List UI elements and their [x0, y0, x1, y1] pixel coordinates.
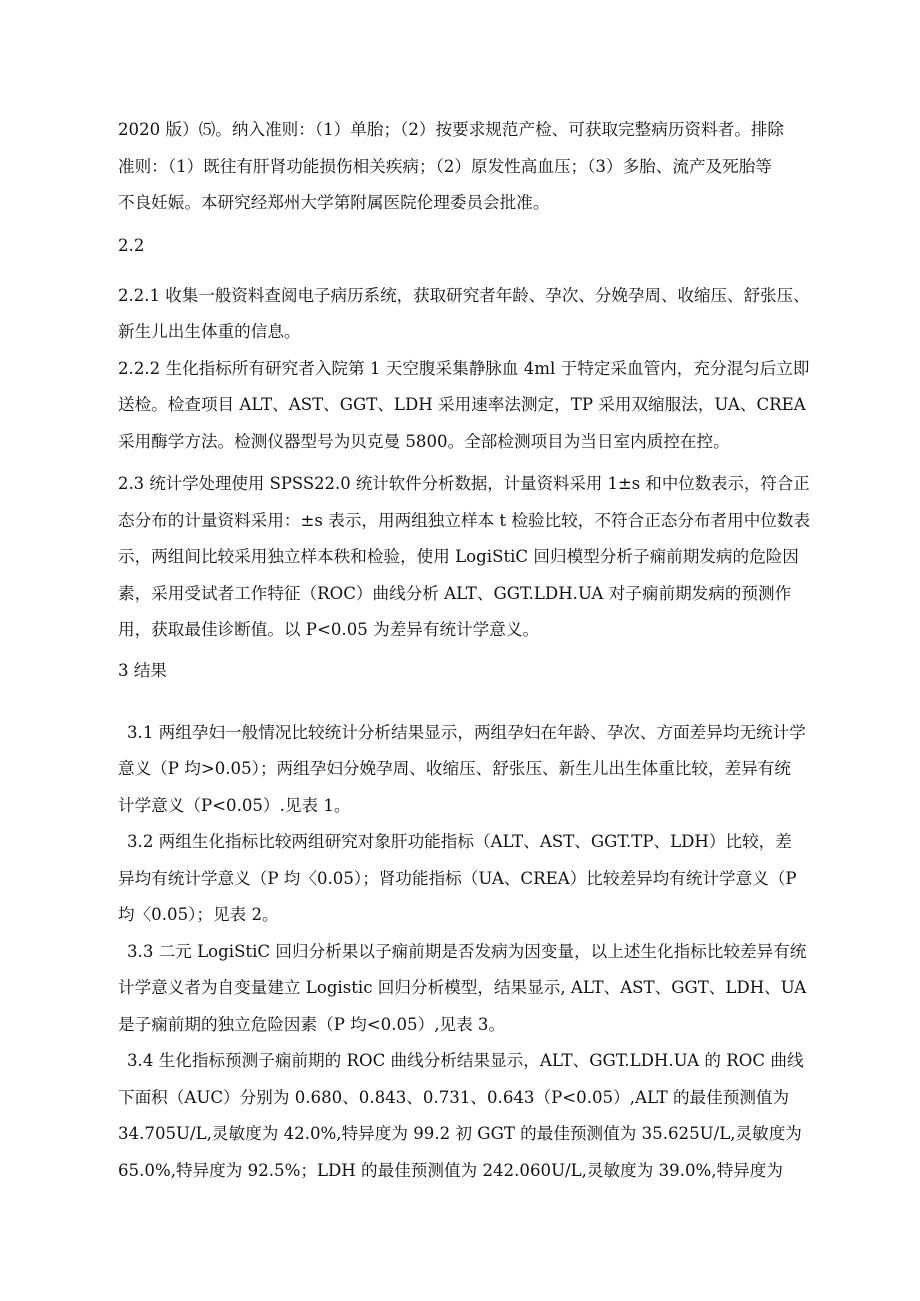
text-line: 采用酶学方法。检测仪器型号为贝克曼 5800。全部检测项目为当日室内质控在控。	[118, 431, 730, 451]
text-line: 准则：（1）既往有肝肾功能损伤相关疾病；（2）原发性高血压；（3）多胎、流产及死胎等	[118, 156, 772, 176]
text-line: 34.705U/L,灵敏度为 42.0%,特异度为 99.2 初 GGT 的最佳预测值为 35.625U/L,灵敏度为	[118, 1124, 802, 1143]
text-line: 3.3 二元 LogiStiC 回归分析果以子痫前期是否发病为因变量，以上述生化指标比较差异有统	[127, 941, 807, 961]
text-line: 是子痫前期的独立危险因素（P 均<0.05）,见表 3。	[118, 1014, 506, 1034]
text-line: 送检。检查项目 ALT、AST、GGT、LDH 采用速率法测定，TP 采用双缩服法，UA、CREA	[118, 395, 806, 414]
paragraph-inclusion-criteria	[118, 112, 810, 222]
text-line: 计学意义者为自变量建立 Logistic 回归分析模型，结果显示, ALT、AST、GGT、LDH、UA	[118, 978, 807, 997]
text-line: 不良妊娠。本研究经郑州大学第附属医院伦理委员会批准。	[118, 193, 550, 212]
section-heading-2-2: 2.2	[118, 235, 145, 255]
section-heading-3: 3 结果	[118, 660, 168, 680]
paragraph-3-1	[118, 715, 810, 825]
text-line: 新生儿出生体重的信息。	[118, 322, 301, 341]
text-line: 示，两组间比较采用独立样本秩和检验，使用 LogiStiC 回归模型分析子痫前期发病的危险因	[118, 547, 799, 566]
text-line: 素，采用受试者工作特征（ROC）曲线分析 ALT、GGT.LDH.UA 对子痫前期发病的预测作	[118, 583, 792, 603]
text-line: 用，获取最佳诊断值。以 P<0.05 为差异有统计学意义。	[118, 620, 540, 639]
document-page	[118, 112, 810, 1189]
text-line: 3.2 两组生化指标比较两组研究对象肝功能指标（ALT、AST、GGT.TP、LDH）比较，差	[127, 832, 792, 851]
text-line: 2.3 统计学处理使用 SPSS22.0 统计软件分析数据，计量资料采用 1±s 和中位数表示，符合正	[118, 474, 810, 493]
text-line: 2020 版）⑸。纳入准则：（1）单胎；（2）按要求规范产检、可获取完整病历资料者。排除	[118, 120, 784, 139]
text-line: 意义（P 均>0.05）；两组孕妇分娩孕周、收缩压、舒张压、新生儿出生体重比较，差异有统	[118, 759, 791, 778]
paragraph-2-2-1	[118, 278, 810, 351]
text-line: 下面积（AUC）分别为 0.680、0.843、0.731、0.643（P<0.05）,ALT 的最佳预测值为	[118, 1087, 790, 1107]
text-line: 计学意义（P<0.05）.见表 1。	[118, 795, 351, 815]
paragraph-3-2	[118, 824, 810, 934]
paragraph-2-2-2	[118, 351, 810, 461]
text-line: 均〈0.05）；见表 2。	[118, 905, 279, 924]
text-line: 态分布的计量资料采用：±s 表示，用两组独立样本 t 检验比较，不符合正态分布者用中位数表	[118, 510, 811, 530]
text-line: 65.0%,特异度为 92.5%；LDH 的最佳预测值为 242.060U/L,灵敏度为 39.0%,特异度为	[118, 1160, 783, 1180]
text-line: 异均有统计学意义（P 均〈0.05）；肾功能指标（UA、CREA）比较差异均有统计学意义（P	[118, 868, 797, 888]
text-line: 2.2.1 收集一般资料查阅电子病历系统，获取研究者年龄、孕次、分娩孕周、收缩压、舒张压、	[118, 285, 810, 305]
text-line: 3.4 生化指标预测子痫前期的 ROC 曲线分析结果显示，ALT、GGT.LDH.UA 的 ROC 曲线	[127, 1051, 804, 1070]
text-line: 2.2.2 生化指标所有研究者入院第 1 天空腹采集静脉血 4ml 于特定采血管内，充分混匀后立即	[118, 358, 810, 378]
paragraph-3-4	[118, 1043, 810, 1189]
paragraph-2-3	[118, 466, 810, 649]
text-line: 3.1 两组孕妇一般情况比较统计分析结果显示，两组孕妇在年龄、孕次、方面差异均无统计学	[127, 722, 806, 742]
paragraph-3-3	[118, 934, 810, 1044]
